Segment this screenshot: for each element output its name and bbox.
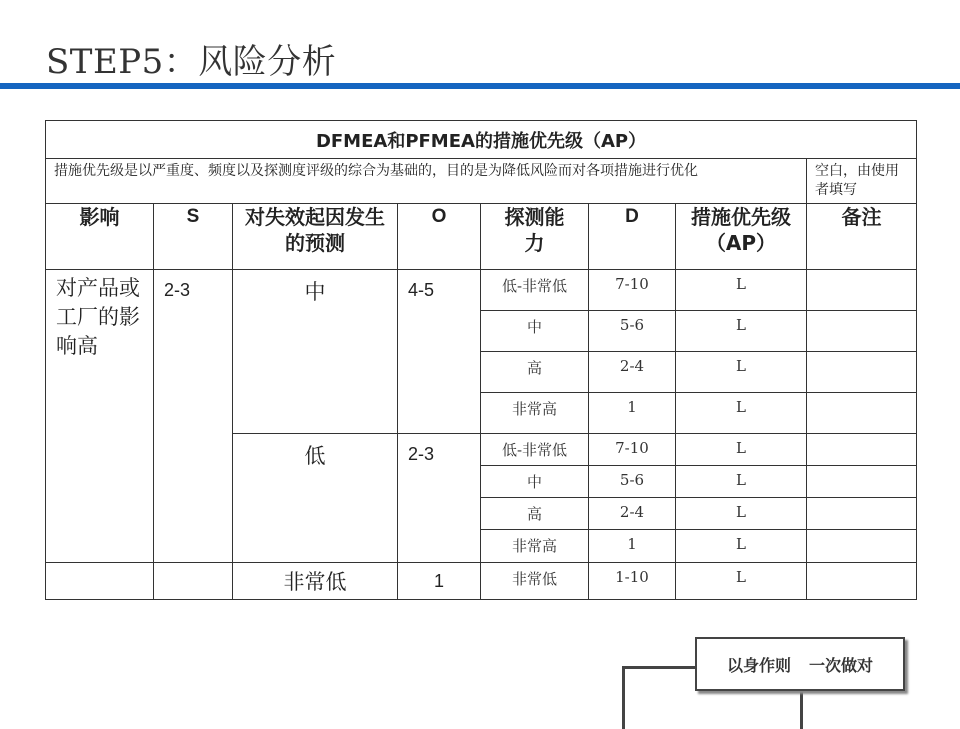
header-o: O xyxy=(398,204,481,270)
ap-value-cell: L xyxy=(676,563,807,600)
remark-cell[interactable] xyxy=(807,434,917,466)
remark-cell[interactable] xyxy=(807,270,917,311)
ap-value-cell: L xyxy=(676,434,807,466)
detection-cell: 高 xyxy=(481,498,589,530)
prediction-cell: 非常低 xyxy=(233,563,398,600)
table-description: 措施优先级是以严重度、频度以及探测度评级的综合为基础的，目的是为降低风险而对各项措施进行优化 xyxy=(46,159,807,204)
ap-value-cell: L xyxy=(676,466,807,498)
d-value-cell: 7-10 xyxy=(589,270,676,311)
d-value-cell: 2-4 xyxy=(589,352,676,393)
d-value-cell: 2-4 xyxy=(589,498,676,530)
header-remark: 备注 xyxy=(807,204,917,270)
header-prediction: 对失效起因发生的预测 xyxy=(233,204,398,270)
table-row xyxy=(46,563,917,600)
page-title: STEP5：风险分析 xyxy=(46,42,337,82)
remark-cell[interactable] xyxy=(807,311,917,352)
d-value-cell: 5-6 xyxy=(589,311,676,352)
detection-cell: 高 xyxy=(481,352,589,393)
detection-cell: 非常高 xyxy=(481,530,589,563)
table-caption: DFMEA和PFMEA的措施优先级（AP） xyxy=(46,121,917,159)
ap-value-cell: L xyxy=(676,393,807,434)
remark-cell[interactable] xyxy=(807,352,917,393)
o-value-cell: 4-5 xyxy=(398,270,481,434)
ap-value-cell: L xyxy=(676,498,807,530)
o-value-cell: 1 xyxy=(398,563,481,600)
detection-cell: 低-非常低 xyxy=(481,434,589,466)
d-value-cell: 1 xyxy=(589,393,676,434)
detection-cell: 低-非常低 xyxy=(481,270,589,311)
s-value-cell: 2-3 xyxy=(154,270,233,563)
s-value-cell-empty xyxy=(154,563,233,600)
impact-cell-empty xyxy=(46,563,154,600)
header-impact: 影响 xyxy=(46,204,154,270)
ap-value-cell: L xyxy=(676,352,807,393)
d-value-cell: 5-6 xyxy=(589,466,676,498)
o-value-cell: 2-3 xyxy=(398,434,481,563)
d-value-cell: 1-10 xyxy=(589,563,676,600)
detection-cell: 非常高 xyxy=(481,393,589,434)
title-underline-bar xyxy=(0,83,960,89)
header-detection: 探测能力 xyxy=(481,204,589,270)
table-header-row xyxy=(46,204,917,270)
remark-cell[interactable] xyxy=(807,466,917,498)
remark-cell[interactable] xyxy=(807,530,917,563)
ap-table xyxy=(45,120,917,600)
detection-cell: 中 xyxy=(481,466,589,498)
remark-cell[interactable] xyxy=(807,563,917,600)
d-value-cell: 1 xyxy=(589,530,676,563)
header-s: S xyxy=(154,204,233,270)
ap-value-cell: L xyxy=(676,530,807,563)
prediction-cell: 低 xyxy=(233,434,398,563)
motto-right: 一次做对 xyxy=(809,655,874,675)
remark-cell[interactable] xyxy=(807,498,917,530)
motto-badge xyxy=(695,637,905,691)
motto-left: 以身作则 xyxy=(726,655,791,675)
detection-cell: 非常低 xyxy=(481,563,589,600)
remark-cell[interactable] xyxy=(807,393,917,434)
table-row xyxy=(46,270,917,311)
description-note: 空白，由使用者填写 xyxy=(807,159,917,204)
impact-cell: 对产品或工厂的影响高 xyxy=(46,270,154,563)
header-ap: 措施优先级（AP） xyxy=(676,204,807,270)
prediction-cell: 中 xyxy=(233,270,398,434)
detection-cell: 中 xyxy=(481,311,589,352)
ap-value-cell: L xyxy=(676,311,807,352)
d-value-cell: 7-10 xyxy=(589,434,676,466)
header-d: D xyxy=(589,204,676,270)
ap-value-cell: L xyxy=(676,270,807,311)
